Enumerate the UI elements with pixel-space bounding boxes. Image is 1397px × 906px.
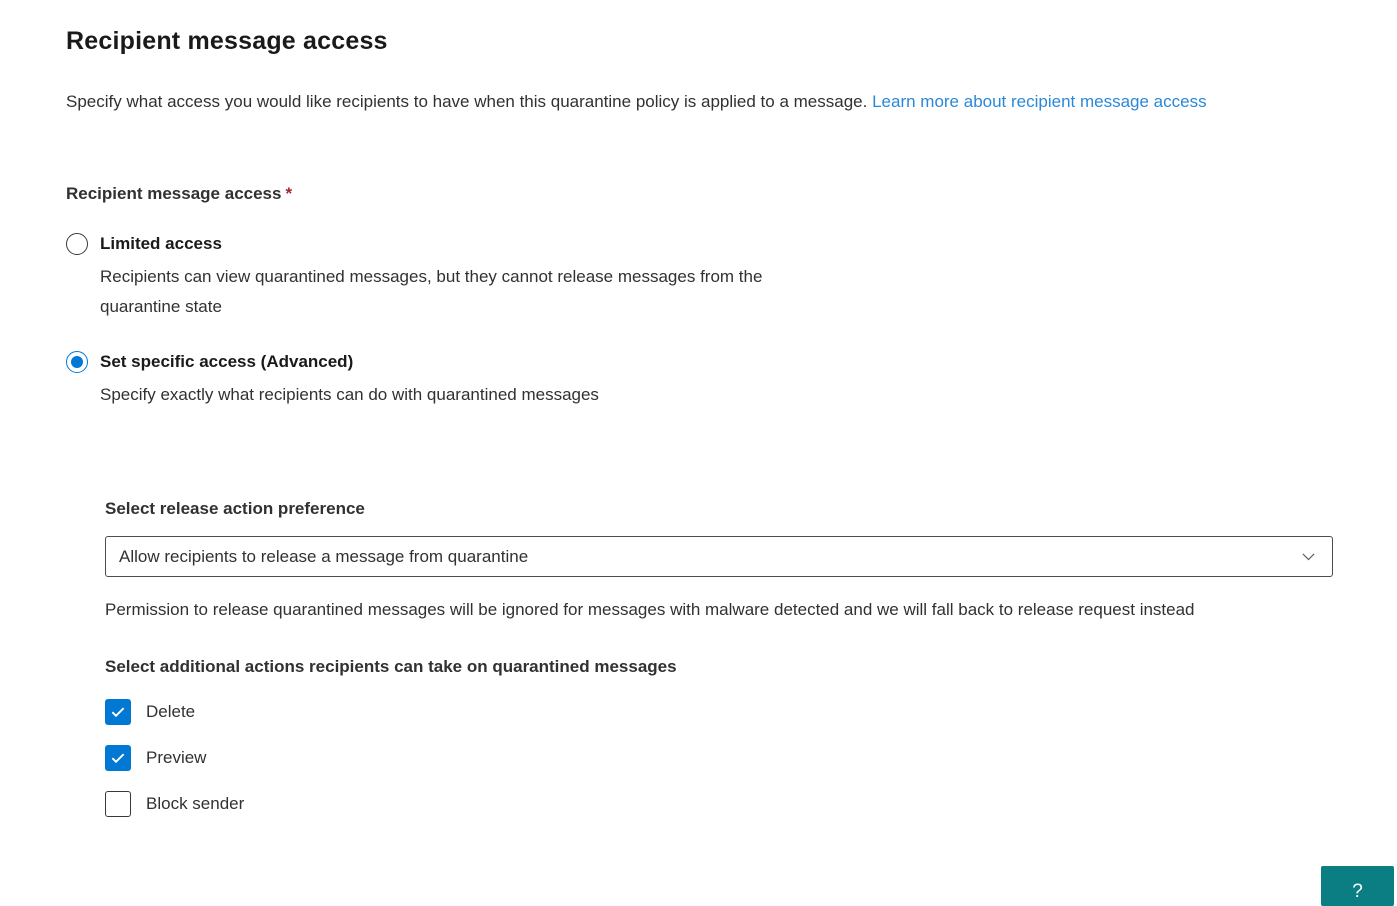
checkmark-icon xyxy=(109,703,127,721)
release-action-dropdown-value: Allow recipients to release a message from quarantine xyxy=(119,546,529,566)
limited-access-description: Recipients can view quarantined messages, but they cannot release messages from the quarantine state xyxy=(100,267,763,316)
radio-button-unselected[interactable] xyxy=(66,233,88,255)
chevron-down-icon xyxy=(1301,549,1316,564)
preview-checkbox[interactable] xyxy=(105,745,131,771)
set-specific-access-label: Set specific access (Advanced) xyxy=(100,352,354,371)
set-specific-access-description: Specify exactly what recipients can do with quarantined messages xyxy=(100,385,599,404)
page-description-text: Specify what access you would like recipients to have when this quarantine policy is applied to a message. xyxy=(66,92,868,111)
delete-checkbox-label: Delete xyxy=(146,702,196,721)
checkmark-icon xyxy=(109,749,127,767)
release-preference-label: Select release action preference xyxy=(105,499,365,518)
radio-option-set-specific-access[interactable] xyxy=(66,350,1331,410)
learn-more-link[interactable]: Learn more about recipient message access xyxy=(872,92,1207,111)
block-sender-checkbox-label: Block sender xyxy=(146,794,245,813)
preview-checkbox-label: Preview xyxy=(146,748,207,767)
additional-actions-label: Select additional actions recipients can take on quarantined messages xyxy=(105,657,677,676)
page-title: Recipient message access xyxy=(66,27,388,55)
advanced-settings-section xyxy=(105,496,1331,817)
delete-checkbox[interactable] xyxy=(105,699,131,725)
block-sender-checkbox[interactable] xyxy=(105,791,131,817)
radio-dot xyxy=(71,356,83,368)
checkbox-row-block-sender[interactable] xyxy=(105,791,1331,817)
help-button[interactable]: ? xyxy=(1321,866,1394,906)
required-marker: * xyxy=(285,184,293,203)
radio-option-limited-access[interactable] xyxy=(66,232,1331,322)
access-field-label: Recipient message access * xyxy=(66,184,293,203)
page-description xyxy=(66,88,1331,116)
checkbox-row-delete[interactable] xyxy=(105,699,1331,725)
checkbox-row-preview[interactable] xyxy=(105,745,1331,771)
release-action-dropdown[interactable] xyxy=(105,536,1333,577)
limited-access-label: Limited access xyxy=(100,234,222,253)
radio-button-selected[interactable] xyxy=(66,351,88,373)
release-preference-helper-text: Permission to release quarantined messages will be ignored for messages with malware detected and we will fall back to release request instead xyxy=(105,600,1195,619)
